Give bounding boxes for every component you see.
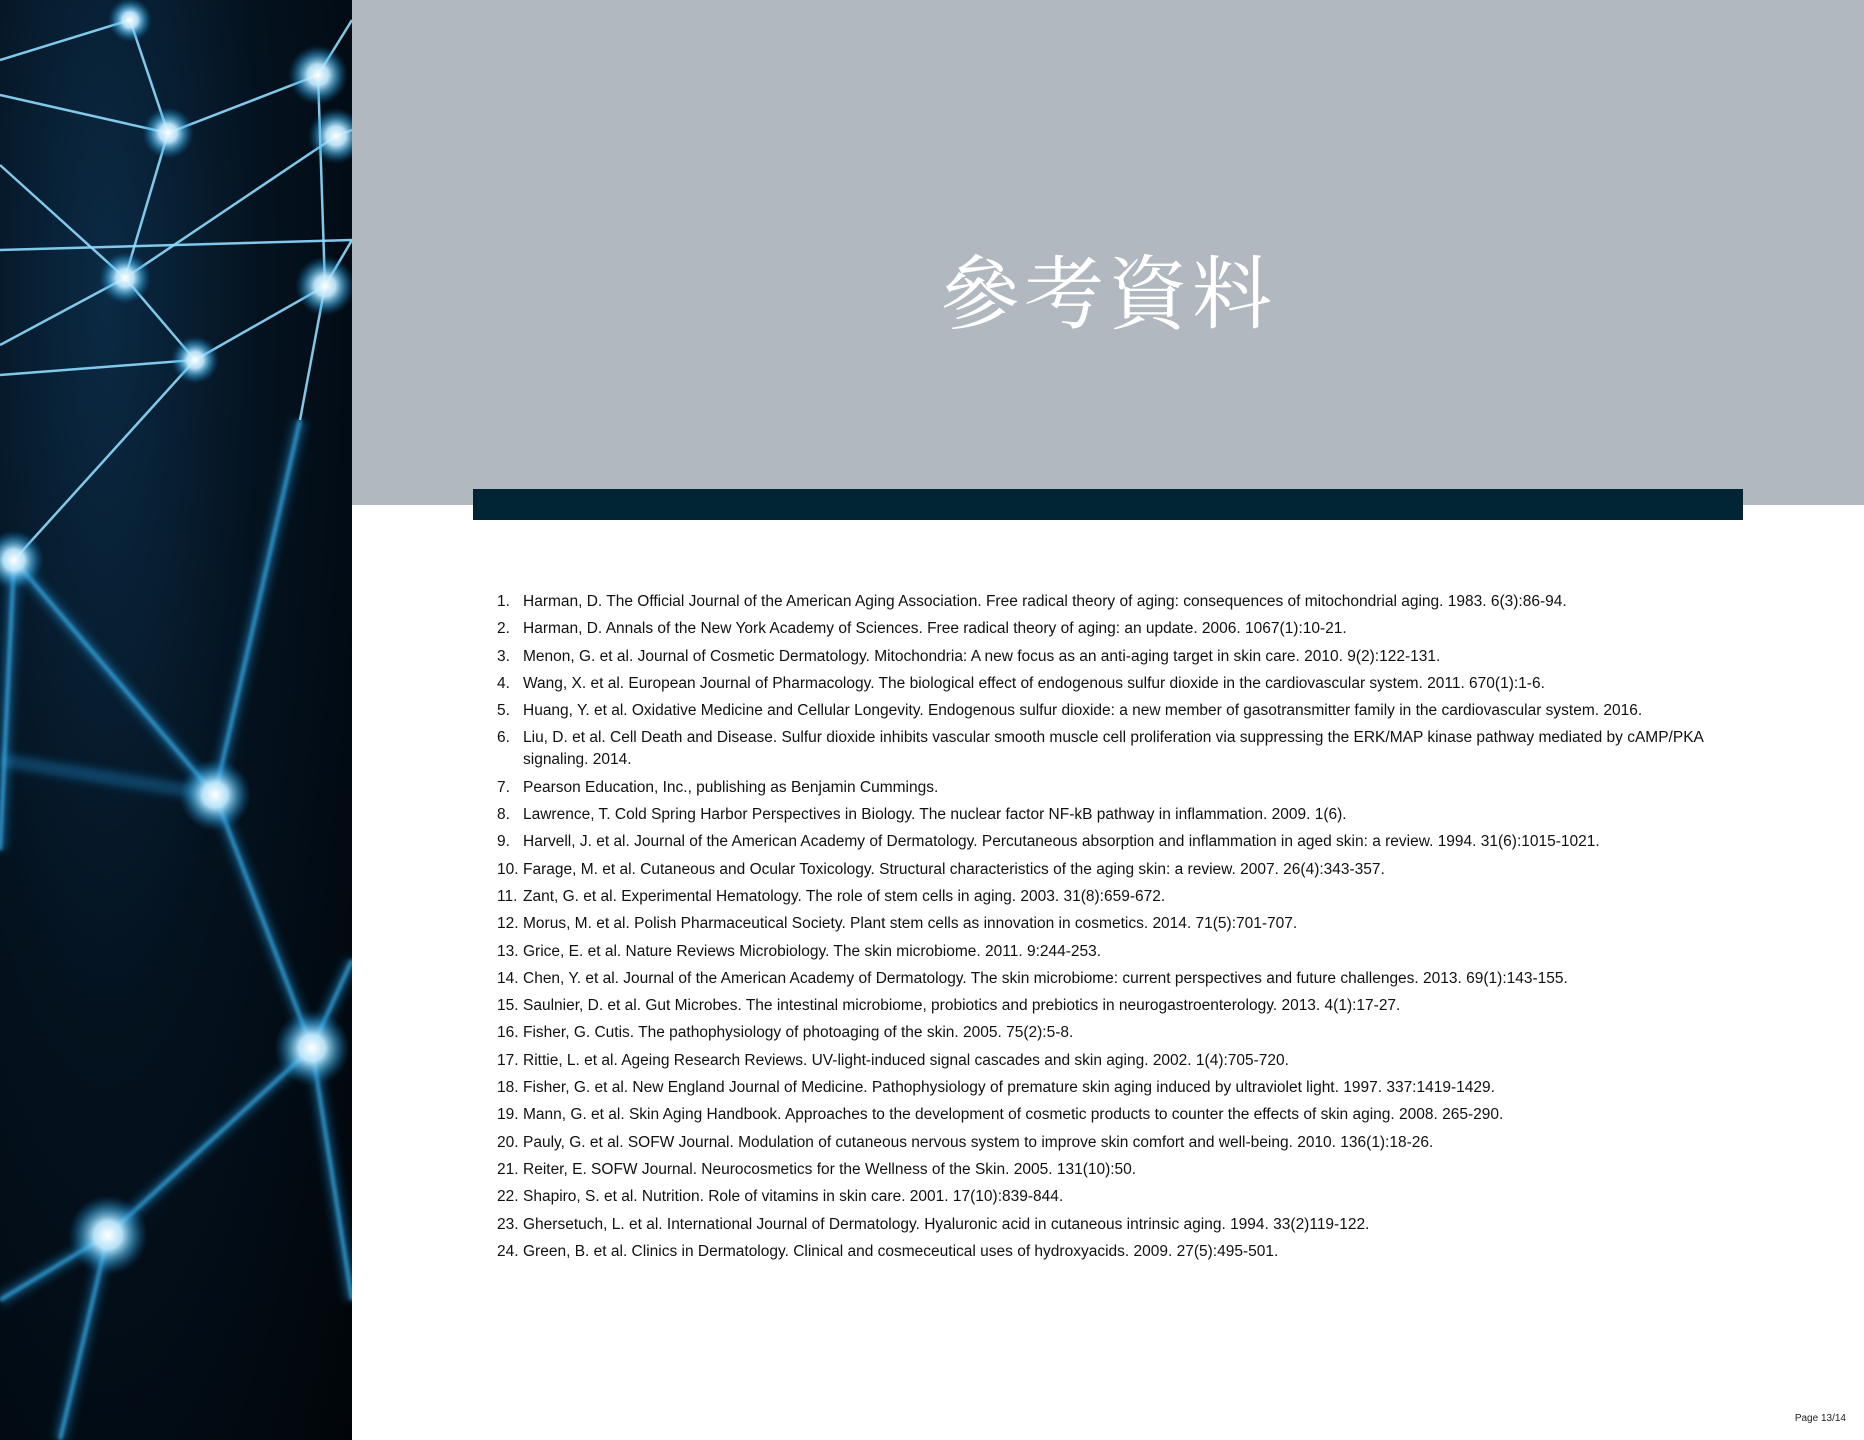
reference-item (497, 1022, 1727, 1044)
reference-item (497, 700, 1727, 722)
reference-number: 8. (497, 806, 510, 824)
reference-text: Pearson Education, Inc., publishing as Benjamin Cummings. (523, 778, 939, 796)
reference-number: 19. (497, 1106, 519, 1124)
reference-number: 22. (497, 1188, 519, 1206)
reference-item (497, 1132, 1727, 1154)
reference-item (497, 804, 1727, 826)
reference-item (497, 1214, 1727, 1236)
reference-text: Wang, X. et al. European Journal of Pharmacology. The biological effect of endogenous sulfur dioxide in the cardiovascular system. 2011. 670(1):1-6. (523, 674, 1545, 692)
reference-number: 24. (497, 1242, 519, 1260)
reference-item (497, 941, 1727, 963)
network-graphic (0, 0, 352, 1440)
reference-text: Mann, G. et al. Skin Aging Handbook. Approaches to the development of cosmetic products to counter the effects of skin aging. 2008. 265-290. (523, 1106, 1504, 1124)
reference-text: Morus, M. et al. Polish Pharmaceutical Society. Plant stem cells as innovation in cosmetics. 2014. 71(5):701-707. (523, 915, 1298, 933)
reference-item (497, 777, 1727, 799)
reference-text: Fisher, G. et al. New England Journal of Medicine. Pathophysiology of premature skin aging induced by ultraviolet light. 1997. 337:1419-1429. (523, 1079, 1495, 1097)
reference-text: Green, B. et al. Clinics in Dermatology. Clinical and cosmeceutical uses of hydroxyacids. 2009. 27(5):495-501. (523, 1242, 1279, 1260)
reference-list (497, 591, 1727, 1268)
reference-number: 12. (497, 915, 519, 933)
reference-number: 3. (497, 647, 510, 665)
reference-text: Grice, E. et al. Nature Reviews Microbiology. The skin microbiome. 2011. 9:244-253. (523, 942, 1102, 960)
reference-number: 4. (497, 674, 510, 692)
page-title: 參考資料 (940, 248, 1276, 341)
reference-item (497, 886, 1727, 908)
page-number: Page 13/14 (1794, 1413, 1846, 1424)
reference-text: Farage, M. et al. Cutaneous and Ocular Toxicology. Structural characteristics of the aging skin: a review. 2007. 26(4):343-357. (523, 860, 1385, 878)
reference-item (497, 673, 1727, 695)
reference-text: Ghersetuch, L. et al. International Journal of Dermatology. Hyaluronic acid in cutaneous intrinsic aging. 1994. 33(2)119-122. (523, 1215, 1370, 1233)
reference-number: 2. (497, 620, 510, 638)
reference-number: 16. (497, 1024, 519, 1042)
reference-text: Lawrence, T. Cold Spring Harbor Perspectives in Biology. The nuclear factor NF-kB pathway in inflammation. 2009. 1(6). (523, 806, 1347, 824)
reference-item (497, 727, 1727, 771)
network-background-image (0, 0, 352, 1440)
reference-text: Harvell, J. et al. Journal of the American Academy of Dermatology. Percutaneous absorption and inflammation in aged skin: a review. 1994. 31(6):1015-1021. (523, 833, 1600, 851)
reference-text: Rittie, L. et al. Ageing Research Reviews. UV-light-induced signal cascades and skin aging. 2002. 1(4):705-720. (523, 1051, 1289, 1069)
reference-text: Harman, D. The Official Journal of the American Aging Association. Free radical theory of aging: consequences of mitochondrial aging. 1983. 6(3):86-94. (523, 593, 1567, 610)
reference-number: 15. (497, 997, 519, 1015)
reference-item (497, 968, 1727, 990)
title-accent-bar (473, 489, 1743, 520)
reference-number: 18. (497, 1079, 519, 1097)
reference-text: Fisher, G. Cutis. The pathophysiology of photoaging of the skin. 2005. 75(2):5-8. (523, 1024, 1074, 1042)
reference-text: Harman, D. Annals of the New York Academy of Sciences. Free radical theory of aging: an update. 2006. 1067(1):10-21. (523, 620, 1347, 638)
reference-number: 7. (497, 778, 510, 796)
reference-number: 23. (497, 1215, 519, 1233)
reference-text: Liu, D. et al. Cell Death and Disease. Sulfur dioxide inhibits vascular smooth muscle cell proliferation via suppressing the ERK/MAP kinase pathway mediated by cAMP/PKA signaling. 2014. (523, 729, 1704, 769)
reference-item (497, 1241, 1727, 1263)
reference-item (497, 1077, 1727, 1099)
reference-text: Chen, Y. et al. Journal of the American Academy of Dermatology. The skin microbiome: current perspectives and future challenges. 2013. 69(1):143-155. (523, 969, 1568, 987)
reference-item (497, 646, 1727, 668)
reference-number: 10. (497, 860, 519, 878)
reference-item (497, 1159, 1727, 1181)
reference-item (497, 859, 1727, 881)
reference-text: Menon, G. et al. Journal of Cosmetic Dermatology. Mitochondria: A new focus as an anti-aging target in skin care. 2010. 9(2):122-131. (523, 647, 1441, 665)
reference-number: 9. (497, 833, 510, 851)
reference-item (497, 1186, 1727, 1208)
reference-number: 17. (497, 1051, 519, 1069)
reference-number: 20. (497, 1133, 519, 1151)
reference-text: Zant, G. et al. Experimental Hematology. The role of stem cells in aging. 2003. 31(8):659-672. (523, 887, 1166, 905)
reference-number: 5. (497, 702, 510, 720)
reference-item (497, 591, 1727, 613)
reference-text: Pauly, G. et al. SOFW Journal. Modulation of cutaneous nervous system to improve skin comfort and well-being. 2010. 136(1):18-26. (523, 1133, 1434, 1151)
reference-item (497, 913, 1727, 935)
reference-text: Reiter, E. SOFW Journal. Neurocosmetics for the Wellness of the Skin. 2005. 131(10):50. (523, 1160, 1137, 1178)
reference-number: 14. (497, 969, 519, 987)
reference-number: 11. (497, 887, 518, 905)
reference-item (497, 1104, 1727, 1126)
reference-item (497, 831, 1727, 853)
reference-text: Shapiro, S. et al. Nutrition. Role of vitamins in skin care. 2001. 17(10):839-844. (523, 1188, 1064, 1206)
reference-text: Saulnier, D. et al. Gut Microbes. The intestinal microbiome, probiotics and prebiotics in neurogastroenterology. 2013. 4(1):17-27. (523, 997, 1401, 1015)
reference-item (497, 1050, 1727, 1072)
reference-item (497, 618, 1727, 640)
reference-item (497, 995, 1727, 1017)
reference-text: Huang, Y. et al. Oxidative Medicine and Cellular Longevity. Endogenous sulfur dioxide: a new member of gasotransmitter family in the cardiovascular system. 2016. (523, 702, 1643, 720)
reference-number: 21. (497, 1160, 519, 1178)
reference-number: 6. (497, 729, 510, 747)
reference-number: 1. (497, 593, 510, 610)
reference-number: 13. (497, 942, 519, 960)
